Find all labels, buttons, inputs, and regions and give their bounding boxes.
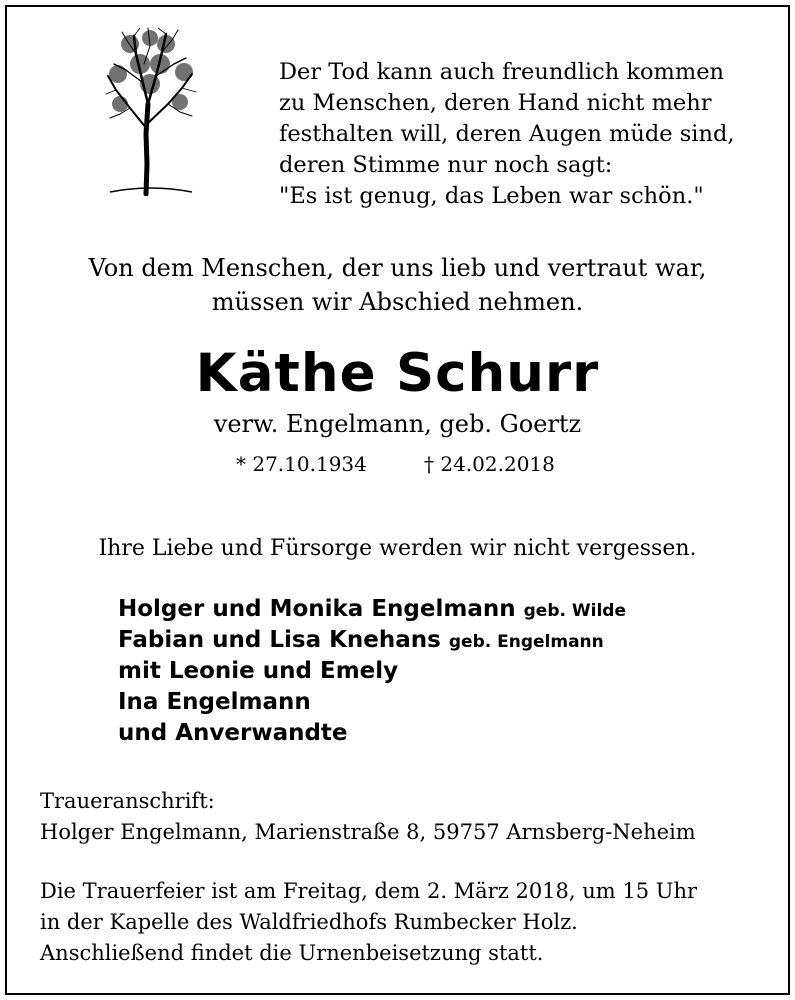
poem-line: deren Stimme nur noch sagt: xyxy=(279,152,613,178)
poem-line: festhalten will, deren Augen müde sind, xyxy=(279,121,735,147)
mourner-name: mit Leonie und Emely xyxy=(118,658,399,684)
deceased-name: Käthe Schurr xyxy=(195,343,600,404)
ceremony-line: Die Trauerfeier ist am Freitag, dem 2. März 2018, um 15 Uhr xyxy=(40,879,698,903)
ceremony-line: in der Kapelle des Waldfriedhofs Rumbecker Holz. xyxy=(40,910,578,934)
mourner-entry xyxy=(118,687,626,718)
mourner-name: Fabian und Lisa Knehans xyxy=(118,627,441,653)
intro-line: müssen wir Abschied nehmen. xyxy=(211,288,584,316)
intro-text xyxy=(0,251,795,319)
mourner-entry xyxy=(118,718,626,749)
poem-line: Der Tod kann auch freundlich kommen xyxy=(279,59,725,85)
address-label: Traueranschrift: xyxy=(40,789,215,813)
intro-line: Von dem Menschen, der uns lieb und vertraut war, xyxy=(88,254,707,282)
mourner-name: Ina Engelmann xyxy=(118,689,311,715)
memorial-sentence: Ihre Liebe und Fürsorge werden wir nicht vergessen. xyxy=(98,536,697,561)
mourner-entry xyxy=(118,625,626,656)
poem-line: "Es ist genug, das Leben war schön." xyxy=(279,183,704,209)
poem-line: zu Menschen, deren Hand nicht mehr xyxy=(279,90,712,116)
mourner-entry xyxy=(118,656,626,687)
birth-date: * 27.10.1934 xyxy=(236,452,367,476)
tree-icon xyxy=(100,24,200,196)
mourner-suffix: geb. Engelmann xyxy=(448,632,604,652)
mourner-entry xyxy=(118,594,626,625)
mourner-suffix: geb. Wilde xyxy=(523,601,626,621)
ceremony-line: Anschließend findet die Urnenbeisetzung statt. xyxy=(40,941,544,965)
address-line: Holger Engelmann, Marienstraße 8, 59757 Arnsberg-Neheim xyxy=(40,820,696,844)
mourners-list xyxy=(118,594,626,749)
mourner-name: und Anverwandte xyxy=(118,720,348,746)
ceremony-info xyxy=(40,876,697,969)
deceased-maiden-name: verw. Engelmann, geb. Goertz xyxy=(213,410,582,438)
poem xyxy=(279,57,735,212)
death-date: † 24.02.2018 xyxy=(424,452,555,476)
mourner-name: Holger und Monika Engelmann xyxy=(118,596,516,622)
mourning-address xyxy=(40,786,696,848)
